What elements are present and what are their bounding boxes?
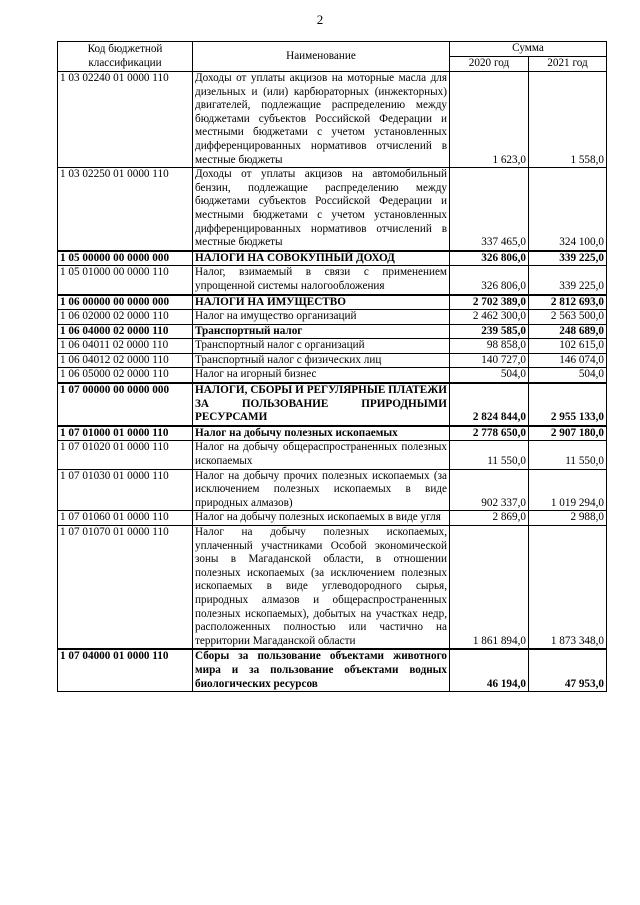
table-row <box>58 353 607 368</box>
row-value-2020: 902 337,0 <box>450 469 529 511</box>
row-value-2021: 11 550,0 <box>529 441 607 469</box>
row-name: НАЛОГИ, СБОРЫ И РЕГУЛЯРНЫЕ ПЛАТЕЖИ ЗА ПОЛЬЗОВАНИЕ ПРИРОДНЫМИ РЕСУРСАМИ <box>193 383 450 426</box>
table-row <box>58 72 607 168</box>
row-value-2020: 337 465,0 <box>450 168 529 251</box>
row-value-2020: 2 778 650,0 <box>450 426 529 441</box>
row-name: Транспортный налог с физических лиц <box>193 353 450 368</box>
row-name: Доходы от уплаты акцизов на автомобильный бензин, подлежащие распределению между бюджетами субъектов Российской Федерации и местными бюджетами с учетом установленных дифференцированных нормативов отчислений в местные бюджеты <box>193 168 450 251</box>
budget-table <box>57 41 607 692</box>
row-value-2021: 248 689,0 <box>529 324 607 339</box>
row-value-2020: 504,0 <box>450 368 529 383</box>
table-row <box>58 310 607 325</box>
row-value-2021: 2 812 693,0 <box>529 295 607 310</box>
row-name: Налог на добычу прочих полезных ископаемых (за исключением полезных ископаемых в виде природных алмазов) <box>193 469 450 511</box>
row-name: Сборы за пользование объектами животного мира и за пользование объектами водных биологических ресурсов <box>193 649 450 691</box>
table-row <box>58 441 607 469</box>
row-code: 1 07 00000 00 0000 000 <box>58 383 193 426</box>
row-value-2021: 146 074,0 <box>529 353 607 368</box>
row-value-2021: 47 953,0 <box>529 649 607 691</box>
table-row <box>58 368 607 383</box>
header-name: Наименование <box>193 42 450 72</box>
table-row <box>58 266 607 295</box>
row-code: 1 06 04012 02 0000 110 <box>58 353 193 368</box>
row-value-2021: 504,0 <box>529 368 607 383</box>
row-value-2021: 2 988,0 <box>529 511 607 526</box>
row-value-2020: 2 462 300,0 <box>450 310 529 325</box>
page-number: 2 <box>316 12 324 27</box>
header-year-2020: 2020 год <box>450 57 529 72</box>
row-code: 1 06 04000 02 0000 110 <box>58 324 193 339</box>
row-value-2020: 326 806,0 <box>450 251 529 266</box>
row-code: 1 03 02240 01 0000 110 <box>58 72 193 168</box>
row-value-2020: 2 869,0 <box>450 511 529 526</box>
row-value-2020: 2 702 389,0 <box>450 295 529 310</box>
table-row <box>58 339 607 354</box>
row-value-2020: 140 727,0 <box>450 353 529 368</box>
table-row <box>58 295 607 310</box>
table-row <box>58 383 607 426</box>
header-year-2021: 2021 год <box>529 57 607 72</box>
header-sum: Сумма <box>450 42 607 57</box>
row-value-2021: 1 019 294,0 <box>529 469 607 511</box>
row-code: 1 06 05000 02 0000 110 <box>58 368 193 383</box>
row-name: Транспортный налог с организаций <box>193 339 450 354</box>
row-code: 1 05 00000 00 0000 000 <box>58 251 193 266</box>
table-row <box>58 324 607 339</box>
row-value-2020: 326 806,0 <box>450 266 529 295</box>
row-value-2020: 98 858,0 <box>450 339 529 354</box>
row-name: Налог на имущество организаций <box>193 310 450 325</box>
row-value-2021: 324 100,0 <box>529 168 607 251</box>
row-value-2021: 2 907 180,0 <box>529 426 607 441</box>
row-code: 1 07 04000 01 0000 110 <box>58 649 193 691</box>
row-value-2020: 1 623,0 <box>450 72 529 168</box>
row-value-2021: 2 955 133,0 <box>529 383 607 426</box>
table-row <box>58 251 607 266</box>
table-row <box>58 168 607 251</box>
row-value-2020: 2 824 844,0 <box>450 383 529 426</box>
row-value-2020: 46 194,0 <box>450 649 529 691</box>
table-row <box>58 526 607 650</box>
row-code: 1 06 04011 02 0000 110 <box>58 339 193 354</box>
row-name: НАЛОГИ НА ИМУЩЕСТВО <box>193 295 450 310</box>
table-row <box>58 426 607 441</box>
row-code: 1 07 01060 01 0000 110 <box>58 511 193 526</box>
row-name: НАЛОГИ НА СОВОКУПНЫЙ ДОХОД <box>193 251 450 266</box>
row-value-2020: 239 585,0 <box>450 324 529 339</box>
row-code: 1 07 01030 01 0000 110 <box>58 469 193 511</box>
row-code: 1 07 01070 01 0000 110 <box>58 526 193 650</box>
row-name: Налог на игорный бизнес <box>193 368 450 383</box>
table-row <box>58 511 607 526</box>
row-value-2021: 1 558,0 <box>529 72 607 168</box>
row-value-2021: 1 873 348,0 <box>529 526 607 650</box>
row-name: Налог, взимаемый в связи с применением упрощенной системы налогообложения <box>193 266 450 295</box>
row-name: Доходы от уплаты акцизов на моторные масла для дизельных и (или) карбюраторных (инжекторных) двигателей, подлежащие распределению между бюджетами субъектов Российской Федерации и местными бюджетами с учетом установленных дифференцированных нормативов отчислений в местные бюджеты <box>193 72 450 168</box>
table-row <box>58 469 607 511</box>
row-value-2021: 2 563 500,0 <box>529 310 607 325</box>
row-value-2021: 339 225,0 <box>529 266 607 295</box>
table-row <box>58 649 607 691</box>
row-value-2021: 339 225,0 <box>529 251 607 266</box>
row-code: 1 07 01000 01 0000 110 <box>58 426 193 441</box>
row-code: 1 07 01020 01 0000 110 <box>58 441 193 469</box>
row-name: Транспортный налог <box>193 324 450 339</box>
row-code: 1 06 00000 00 0000 000 <box>58 295 193 310</box>
row-value-2020: 1 861 894,0 <box>450 526 529 650</box>
row-code: 1 05 01000 00 0000 110 <box>58 266 193 295</box>
row-name: Налог на добычу полезных ископаемых, уплаченный участниками Особой экономической зоны в Магаданской области, в отношении полезных ископаемых (за исключением полезных ископаемых в виде углеводородного сырья, природных алмазов и общераспространенных полезных ископаемых), добытых на участках недр, расположенных полностью или частично на территории Магаданской области <box>193 526 450 650</box>
header-code: Код бюджетной классификации <box>58 42 193 72</box>
row-name: Налог на добычу полезных ископаемых <box>193 426 450 441</box>
row-value-2020: 11 550,0 <box>450 441 529 469</box>
row-name: Налог на добычу общераспространенных полезных ископаемых <box>193 441 450 469</box>
row-value-2021: 102 615,0 <box>529 339 607 354</box>
row-name: Налог на добычу полезных ископаемых в виде угля <box>193 511 450 526</box>
row-code: 1 06 02000 02 0000 110 <box>58 310 193 325</box>
row-code: 1 03 02250 01 0000 110 <box>58 168 193 251</box>
